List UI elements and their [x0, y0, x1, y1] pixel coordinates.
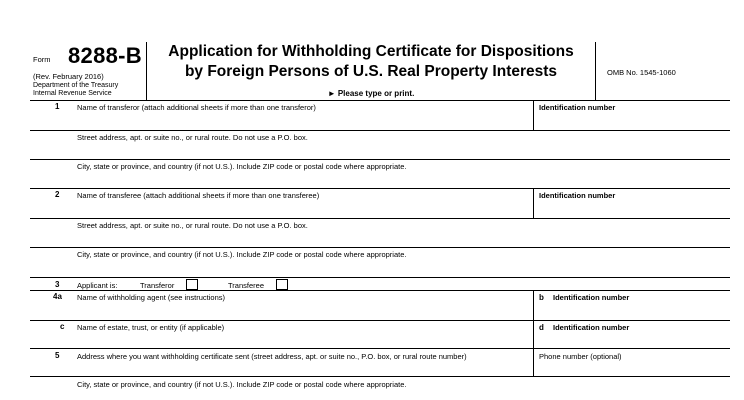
phone-field[interactable] — [539, 361, 729, 375]
transferee-name-label: Name of transferee (attach additional sheets if more than one transferee) — [77, 191, 320, 200]
estate-name-field[interactable] — [77, 332, 532, 347]
transferee-city-field[interactable] — [77, 259, 727, 275]
rule — [30, 320, 730, 321]
form-number: 8288-B — [68, 43, 142, 68]
transferor-id-field[interactable] — [539, 112, 729, 128]
transferor-option-label: Transferor — [140, 281, 175, 290]
line-1-number: 1 — [55, 102, 60, 111]
rule — [30, 247, 730, 248]
line-3-number: 3 — [55, 280, 60, 289]
header-rule — [30, 100, 730, 101]
transferee-id-label: Identification number — [539, 191, 616, 200]
line-4c-number: c — [60, 322, 65, 331]
line-4a-number: 4a — [53, 292, 62, 301]
header-divider-left — [146, 42, 147, 100]
rule — [30, 159, 730, 160]
line-1-divider — [533, 100, 534, 130]
form-title — [148, 42, 594, 82]
withholding-agent-field[interactable] — [77, 302, 532, 318]
header-divider-right — [595, 42, 596, 100]
transferee-name-field[interactable] — [77, 200, 532, 216]
line-4d-letter: d — [539, 323, 544, 332]
certificate-address-label: Address where you want withholding certificate sent (street address, apt. or suite no., P.O. box, or rural route number) — [77, 352, 467, 361]
agent-id-label: Identification number — [553, 293, 630, 302]
transferor-street-field[interactable] — [77, 142, 727, 158]
transferor-id-label: Identification number — [539, 103, 616, 112]
rule — [30, 348, 730, 349]
print-instruction: ► Please type or print. — [327, 89, 415, 98]
line-4b-letter: b — [539, 293, 544, 302]
line-5-number: 5 — [55, 351, 60, 360]
agent-id-field[interactable] — [539, 302, 729, 318]
transferor-name-field[interactable] — [77, 112, 532, 128]
transferee-option-label: Transferee — [228, 281, 264, 290]
rule — [30, 130, 730, 131]
transferee-street-field[interactable] — [77, 230, 727, 246]
transferee-city-label: City, state or province, and country (if not U.S.). Include ZIP code or postal code where appropriate. — [77, 250, 407, 259]
transferee-street-label: Street address, apt. or suite no., or rural route. Do not use a P.O. box. — [77, 221, 308, 230]
estate-id-label: Identification number — [553, 323, 630, 332]
transferee-checkbox[interactable] — [276, 279, 288, 290]
form-title-line2: by Foreign Persons of U.S. Real Property Interests — [184, 63, 558, 80]
withholding-agent-label: Name of withholding agent (see instructions) — [77, 293, 225, 302]
estate-id-field[interactable] — [539, 332, 729, 347]
certificate-city-label: City, state or province, and country (if not U.S.). Include ZIP code or postal code where appropriate. — [77, 380, 407, 389]
department: Department of the Treasury — [33, 82, 119, 89]
rule — [30, 188, 730, 189]
service: Internal Revenue Service — [33, 90, 112, 97]
line-4c-divider — [533, 320, 534, 348]
rule — [30, 290, 730, 291]
estate-name-label: Name of estate, trust, or entity (if applicable) — [77, 323, 225, 332]
line-2-number: 2 — [55, 190, 60, 199]
rule — [30, 277, 730, 278]
rule — [30, 218, 730, 219]
transferor-street-label: Street address, apt. or suite no., or rural route. Do not use a P.O. box. — [77, 133, 308, 142]
line-2-divider — [533, 188, 534, 218]
transferor-name-label: Name of transferor (attach additional sheets if more than one transferor) — [77, 103, 316, 112]
transferor-checkbox[interactable] — [186, 279, 198, 290]
line-4a-divider — [533, 290, 534, 320]
form-revision: (Rev. February 2016) — [33, 72, 104, 81]
certificate-city-field[interactable] — [77, 389, 727, 399]
certificate-address-field[interactable] — [77, 361, 532, 375]
form-title-line1: Application for Withholding Certificate for Dispositions — [168, 43, 574, 60]
transferor-city-field[interactable] — [77, 171, 727, 187]
phone-label: Phone number (optional) — [539, 352, 622, 361]
transferor-city-label: City, state or province, and country (if not U.S.). Include ZIP code or postal code where appropriate. — [77, 162, 407, 171]
transferee-id-field[interactable] — [539, 200, 729, 216]
rule — [30, 376, 730, 377]
line-5-divider — [533, 348, 534, 376]
omb-number: OMB No. 1545-1060 — [607, 68, 676, 77]
applicant-is-label: Applicant is: — [77, 281, 118, 290]
form-word: Form — [33, 55, 51, 64]
